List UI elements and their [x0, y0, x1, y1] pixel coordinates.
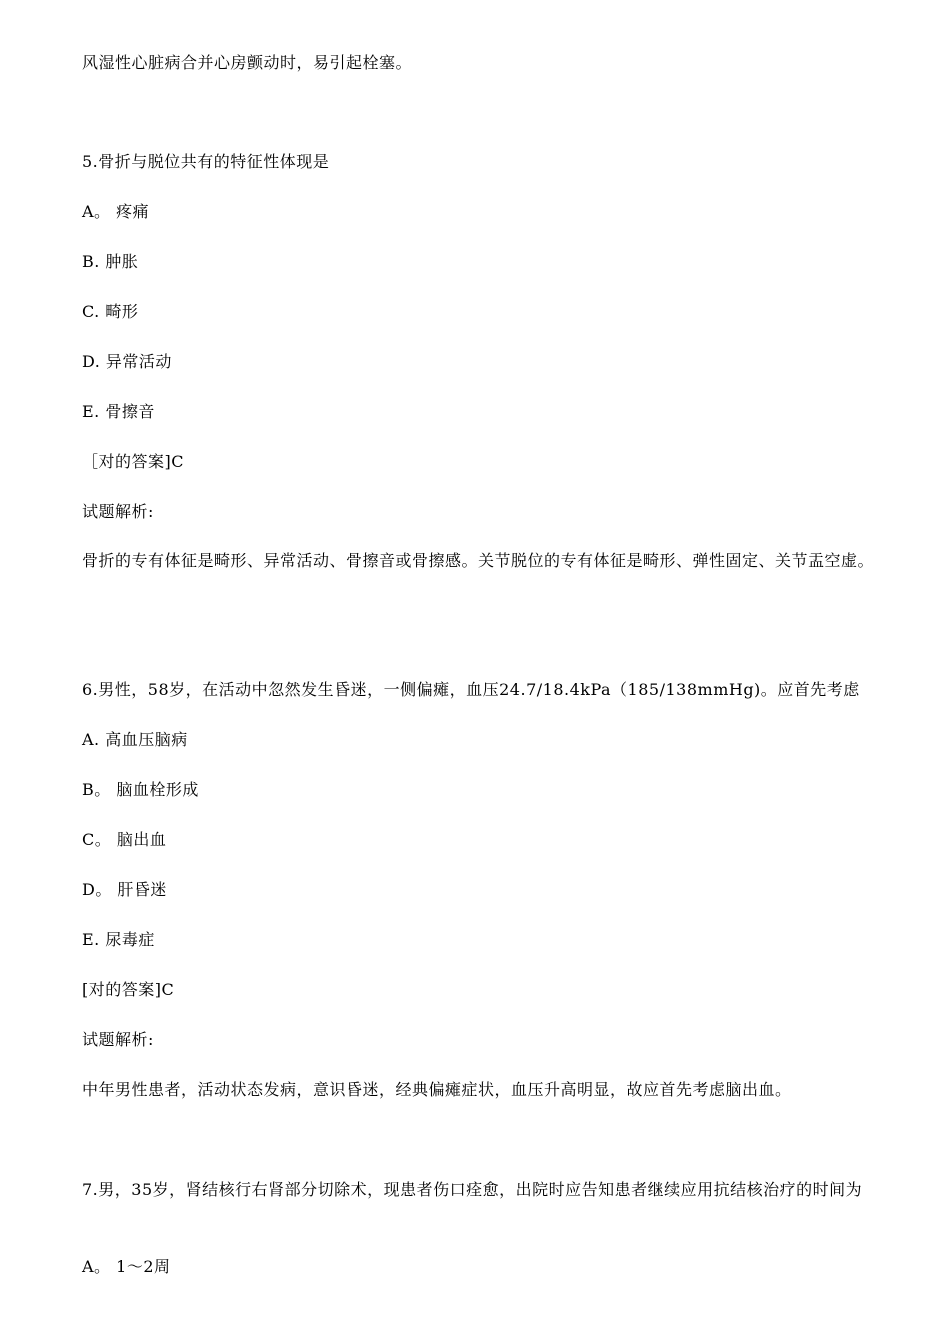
question-6-analysis: 中年男性患者，活动状态发病，意识昏迷，经典偏瘫症状，血压升高明显，故应首先考虑脑出血。 — [82, 1080, 792, 1099]
question-6-option-d: D。 肝昏迷 — [82, 880, 167, 899]
question-6-option-b: B。 脑血栓形成 — [82, 780, 199, 799]
question-7-stem: 7.男，35岁，肾结核行右肾部分切除术，现患者伤口痊愈，出院时应告知患者继续应用抗结核治疗的时间为 — [82, 1180, 863, 1199]
question-6-option-a: A. 高血压脑病 — [82, 730, 188, 749]
question-5-analysis-label: 试题解析: — [82, 502, 154, 521]
question-5-analysis: 骨折的专有体征是畸形、异常活动、骨擦音或骨擦感。关节脱位的专有体征是畸形、弹性固定、关节盂空虚。 — [82, 551, 875, 570]
question-6-analysis-label: 试题解析: — [82, 1030, 154, 1049]
question-5-option-d: D. 异常活动 — [82, 352, 172, 371]
question-6-stem: 6.男性，58岁，在活动中忽然发生昏迷，一侧偏瘫，血压24.7/18.4kPa（185/138mmHg)。应首先考虑 — [82, 680, 860, 699]
question-5-option-e: E. 骨擦音 — [82, 402, 155, 421]
question-5-stem: 5.骨折与脱位共有的特征性体现是 — [82, 152, 330, 171]
question-5-answer: ［对的答案]C — [82, 452, 184, 471]
question-7-option-a: A。 1～2周 — [82, 1257, 171, 1276]
question-5-option-c: C. 畸形 — [82, 302, 139, 321]
question-6-option-c: C。 脑出血 — [82, 830, 167, 849]
question-6-answer: [对的答案]C — [82, 980, 175, 999]
intro-text: 风湿性心脏病合并心房颤动时，易引起栓塞。 — [82, 53, 413, 72]
question-5-option-a: A。 疼痛 — [82, 202, 150, 221]
question-5-option-b: B. 肿胀 — [82, 252, 139, 271]
question-6-option-e: E. 尿毒症 — [82, 930, 155, 949]
